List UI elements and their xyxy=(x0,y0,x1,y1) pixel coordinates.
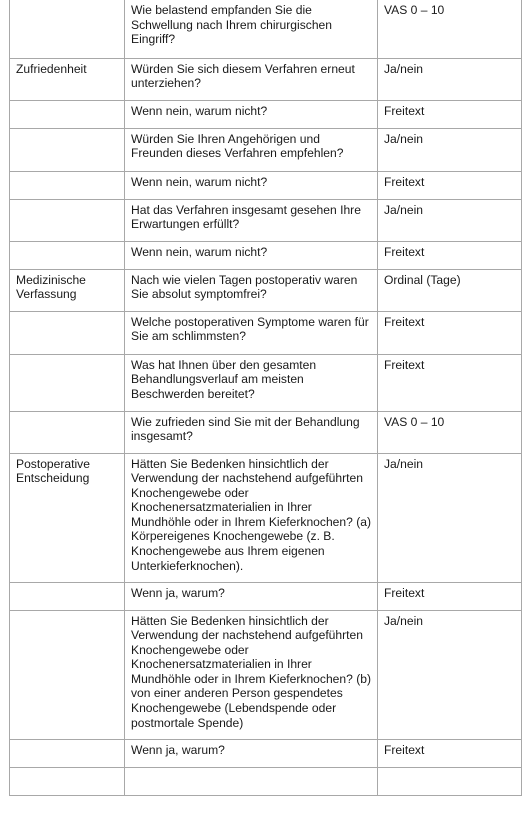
scale-cell: Freitext xyxy=(378,739,522,767)
scale-cell: Freitext xyxy=(378,354,522,411)
category-cell xyxy=(10,767,125,795)
category-cell xyxy=(10,171,125,199)
scale-cell: Freitext xyxy=(378,241,522,269)
category-cell xyxy=(10,311,125,354)
category-cell xyxy=(10,610,125,739)
scale-cell: Ja/nein xyxy=(378,199,522,241)
scale-cell: VAS 0 – 10 xyxy=(378,411,522,453)
question-cell: Nach wie vielen Tagen postoperativ waren Sie absolut symptomfrei? xyxy=(125,269,378,311)
question-cell: Würden Sie sich diesem Verfahren erneut unterziehen? xyxy=(125,58,378,100)
category-cell xyxy=(10,100,125,128)
scale-cell: Ja/nein xyxy=(378,128,522,171)
table-row xyxy=(10,582,522,610)
table-row xyxy=(10,241,522,269)
category-cell xyxy=(10,128,125,171)
table-row xyxy=(10,739,522,767)
category-cell: Medizinische Verfassung xyxy=(10,269,125,311)
scale-cell xyxy=(378,767,522,795)
table-row xyxy=(10,100,522,128)
table-row xyxy=(10,58,522,100)
table-row xyxy=(10,453,522,582)
question-cell: Hätten Sie Bedenken hinsichtlich der Verwendung der nachstehend aufgeführten Knochengewebe oder Knochenersatzmaterialien in Ihrer Mundhöhle oder in Ihrem Kieferknochen? (b) von einer anderen Person gespendetes Knochengewebe (Lebendspende oder postmortale Spende) xyxy=(125,610,378,739)
scale-cell: Freitext xyxy=(378,100,522,128)
table-row xyxy=(10,354,522,411)
table-row xyxy=(10,610,522,739)
table-row xyxy=(10,199,522,241)
category-cell xyxy=(10,411,125,453)
question-cell: Wenn ja, warum? xyxy=(125,582,378,610)
question-cell: Welche postoperativen Symptome waren für Sie am schlimmsten? xyxy=(125,311,378,354)
question-cell: Wie belastend empfanden Sie die Schwellung nach Ihrem chirurgischen Eingriff? xyxy=(125,0,378,58)
questionnaire-table xyxy=(9,0,522,796)
category-cell xyxy=(10,0,125,58)
question-cell: Wenn ja, warum? xyxy=(125,739,378,767)
questionnaire-table-body xyxy=(10,0,522,795)
category-cell xyxy=(10,354,125,411)
scale-cell: Ordinal (Tage) xyxy=(378,269,522,311)
category-cell xyxy=(10,199,125,241)
category-cell xyxy=(10,241,125,269)
table-row xyxy=(10,269,522,311)
question-cell xyxy=(125,767,378,795)
table-row xyxy=(10,311,522,354)
scale-cell: Freitext xyxy=(378,171,522,199)
scale-cell: Freitext xyxy=(378,311,522,354)
category-cell: Postoperative Entscheidung xyxy=(10,453,125,582)
question-cell: Hat das Verfahren insgesamt gesehen Ihre Erwartungen erfüllt? xyxy=(125,199,378,241)
scale-cell: Ja/nein xyxy=(378,453,522,582)
question-cell: Wie zufrieden sind Sie mit der Behandlung insgesamt? xyxy=(125,411,378,453)
table-row xyxy=(10,0,522,58)
category-cell xyxy=(10,582,125,610)
scale-cell: VAS 0 – 10 xyxy=(378,0,522,58)
question-cell: Wenn nein, warum nicht? xyxy=(125,100,378,128)
question-cell: Hätten Sie Bedenken hinsichtlich der Verwendung der nachstehend aufgeführten Knochengewebe oder Knochenersatzmaterialien in Ihrer Mundhöhle oder in Ihrem Kieferknochen? (a) Körpereigenes Knochengewebe (z. B. Knochengewebe aus Ihrem eigenen Unterkieferknochen). xyxy=(125,453,378,582)
table-row xyxy=(10,171,522,199)
question-cell: Was hat Ihnen über den gesamten Behandlungsverlauf am meisten Beschwerden bereitet? xyxy=(125,354,378,411)
scale-cell: Ja/nein xyxy=(378,610,522,739)
question-cell: Wenn nein, warum nicht? xyxy=(125,171,378,199)
table-row xyxy=(10,128,522,171)
question-cell: Wenn nein, warum nicht? xyxy=(125,241,378,269)
table-row xyxy=(10,767,522,795)
scale-cell: Ja/nein xyxy=(378,58,522,100)
question-cell: Würden Sie Ihren Angehörigen und Freunden dieses Verfahren empfehlen? xyxy=(125,128,378,171)
scale-cell: Freitext xyxy=(378,582,522,610)
category-cell: Zufriedenheit xyxy=(10,58,125,100)
category-cell xyxy=(10,739,125,767)
table-row xyxy=(10,411,522,453)
